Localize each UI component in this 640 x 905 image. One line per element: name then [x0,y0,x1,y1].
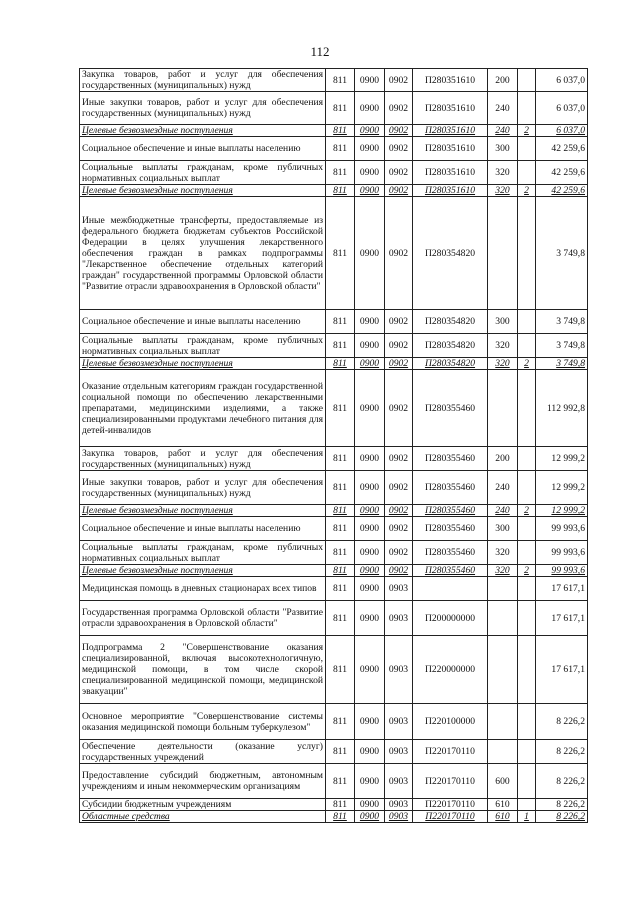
row-amount: 8 226,2 [536,811,588,823]
row-name: Целевые безвозмездные поступления [80,125,326,137]
row-name: Подпрограмма 2 "Совершенствование оказания специализированной, включая высокотехнологичную, медицинской помощи, в том числе скорой специализированной медицинской помощи, медицинской эвакуации" [80,636,326,704]
row-section-code: 0900 [355,764,385,799]
row-name: Областные средства [80,811,326,823]
row-section-code: 0900 [355,636,385,704]
row-expense-type: 320 [488,185,518,197]
row-name: Целевые безвозмездные поступления [80,358,326,370]
row-funding-source: 2 [518,565,536,577]
table-row [80,636,588,704]
table-row [80,137,588,161]
row-funding-source [518,447,536,471]
row-ministry-code: 811 [326,799,355,811]
row-section-code: 0900 [355,92,385,125]
row-section-code: 0900 [355,565,385,577]
row-subsection-code: 0903 [385,740,413,764]
row-funding-source: 2 [518,505,536,517]
row-section-code: 0900 [355,740,385,764]
row-subsection-code: 0902 [385,125,413,137]
row-expense-type: 320 [488,565,518,577]
row-subsection-code: 0902 [385,185,413,197]
row-subsection-code: 0902 [385,310,413,334]
row-subsection-code: 0902 [385,471,413,505]
row-ministry-code: 811 [326,370,355,447]
row-expense-type: 300 [488,137,518,161]
row-ministry-code: 811 [326,577,355,601]
row-target-article: П280355460 [413,565,488,577]
row-section-code: 0900 [355,185,385,197]
row-subsection-code: 0903 [385,704,413,740]
row-name: Закупка товаров, работ и услуг для обеспечения государственных (муниципальных) нужд [80,447,326,471]
table-row [80,517,588,541]
row-name: Государственная программа Орловской области "Развитие отрасли здравоохранения в Орловской области" [80,601,326,636]
row-amount: 3 749,8 [536,358,588,370]
row-target-article: П280355460 [413,471,488,505]
row-name: Социальные выплаты гражданам, кроме публичных нормативных социальных выплат [80,541,326,565]
row-funding-source [518,370,536,447]
table-row [80,69,588,92]
row-ministry-code: 811 [326,92,355,125]
row-expense-type: 200 [488,69,518,92]
row-target-article: П280354820 [413,310,488,334]
row-funding-source [518,161,536,185]
row-subsection-code: 0902 [385,505,413,517]
row-expense-type [488,577,518,601]
row-target-article: П280355460 [413,370,488,447]
table-row [80,799,588,811]
row-funding-source [518,764,536,799]
row-subsection-code: 0902 [385,161,413,185]
budget-table [79,68,588,823]
row-amount: 3 749,8 [536,310,588,334]
row-target-article: П280351610 [413,161,488,185]
row-amount: 17 617,1 [536,577,588,601]
row-section-code: 0900 [355,471,385,505]
row-amount: 12 999,2 [536,447,588,471]
row-name: Медицинская помощь в дневных стационарах всех типов [80,577,326,601]
row-name: Закупка товаров, работ и услуг для обеспечения государственных (муниципальных) нужд [80,69,326,92]
row-ministry-code: 811 [326,704,355,740]
row-ministry-code: 811 [326,447,355,471]
row-expense-type: 320 [488,358,518,370]
budget-table-body [80,69,588,823]
row-subsection-code: 0902 [385,197,413,310]
row-expense-type: 200 [488,447,518,471]
row-expense-type [488,370,518,447]
table-row [80,764,588,799]
row-subsection-code: 0903 [385,811,413,823]
row-subsection-code: 0903 [385,799,413,811]
table-row [80,704,588,740]
row-ministry-code: 811 [326,197,355,310]
row-subsection-code: 0902 [385,358,413,370]
row-name: Социальное обеспечение и иные выплаты населению [80,310,326,334]
row-name: Обеспечение деятельности (оказание услуг) государственных учреждений [80,740,326,764]
row-amount: 3 749,8 [536,197,588,310]
row-expense-type [488,740,518,764]
row-amount: 3 749,8 [536,334,588,358]
row-ministry-code: 811 [326,811,355,823]
row-section-code: 0900 [355,799,385,811]
row-expense-type [488,704,518,740]
table-row [80,92,588,125]
row-ministry-code: 811 [326,517,355,541]
row-subsection-code: 0902 [385,334,413,358]
row-amount: 42 259,6 [536,137,588,161]
row-subsection-code: 0902 [385,370,413,447]
table-row [80,185,588,197]
row-section-code: 0900 [355,447,385,471]
row-target-article: П280351610 [413,125,488,137]
row-target-article: П280355460 [413,517,488,541]
row-funding-source [518,517,536,541]
row-expense-type: 300 [488,310,518,334]
row-amount: 12 999,2 [536,471,588,505]
row-expense-type [488,197,518,310]
table-row [80,370,588,447]
table-row [80,471,588,505]
row-expense-type [488,636,518,704]
table-row [80,310,588,334]
row-subsection-code: 0903 [385,764,413,799]
row-ministry-code: 811 [326,358,355,370]
row-expense-type: 240 [488,92,518,125]
row-ministry-code: 811 [326,565,355,577]
row-ministry-code: 811 [326,740,355,764]
row-ministry-code: 811 [326,471,355,505]
row-subsection-code: 0902 [385,517,413,541]
row-ministry-code: 811 [326,137,355,161]
row-target-article [413,577,488,601]
row-name: Иные закупки товаров, работ и услуг для обеспечения государственных (муниципальных) нужд [80,92,326,125]
row-section-code: 0900 [355,517,385,541]
row-section-code: 0900 [355,197,385,310]
row-funding-source [518,636,536,704]
row-funding-source [518,577,536,601]
row-amount: 99 993,6 [536,541,588,565]
row-funding-source: 2 [518,358,536,370]
row-amount: 99 993,6 [536,517,588,541]
row-amount: 6 037,0 [536,69,588,92]
row-target-article: П280355460 [413,541,488,565]
row-section-code: 0900 [355,358,385,370]
row-section-code: 0900 [355,601,385,636]
row-name: Целевые безвозмездные поступления [80,565,326,577]
row-amount: 112 992,8 [536,370,588,447]
row-funding-source [518,471,536,505]
row-target-article: П220000000 [413,636,488,704]
row-section-code: 0900 [355,704,385,740]
row-amount: 8 226,2 [536,764,588,799]
row-name: Субсидии бюджетным учреждениям [80,799,326,811]
row-amount: 42 259,6 [536,185,588,197]
row-amount: 99 993,6 [536,565,588,577]
table-row [80,565,588,577]
row-name: Оказание отдельным категориям граждан государственной социальной помощи по обеспечению лекарственными препаратами, медицинскими изделиями, а также специализированными продуктами лечебного питания для детей-инвалидов [80,370,326,447]
row-funding-source [518,197,536,310]
row-funding-source [518,799,536,811]
table-row [80,811,588,823]
row-funding-source [518,310,536,334]
row-ministry-code: 811 [326,334,355,358]
row-amount: 17 617,1 [536,601,588,636]
table-row [80,601,588,636]
row-funding-source [518,92,536,125]
row-section-code: 0900 [355,137,385,161]
row-expense-type: 320 [488,334,518,358]
table-row [80,358,588,370]
row-name: Социальное обеспечение и иные выплаты населению [80,517,326,541]
row-target-article: П280355460 [413,505,488,517]
row-section-code: 0900 [355,811,385,823]
row-target-article: П220100000 [413,704,488,740]
row-amount: 8 226,2 [536,740,588,764]
row-section-code: 0900 [355,161,385,185]
row-target-article: П280351610 [413,69,488,92]
row-name: Иные межбюджетные трансферты, предоставляемые из федерального бюджета бюджетам субъектов Российской Федерации в целях улучшения лекарственного обеспечения граждан в рамках подпрограммы "Лекарственное обеспечение отдельных категорий граждан" государственной программы Орловской области "Развитие отрасли здравоохранения в Орловской области" [80,197,326,310]
row-subsection-code: 0902 [385,447,413,471]
row-ministry-code: 811 [326,601,355,636]
row-name: Предоставление субсидий бюджетным, автономным учреждениям и иным некоммерческим организациям [80,764,326,799]
row-name: Целевые безвозмездные поступления [80,185,326,197]
row-ministry-code: 811 [326,161,355,185]
row-subsection-code: 0902 [385,565,413,577]
row-funding-source [518,740,536,764]
table-row [80,577,588,601]
row-target-article: П280355460 [413,447,488,471]
row-amount: 8 226,2 [536,799,588,811]
table-row [80,740,588,764]
row-subsection-code: 0902 [385,92,413,125]
row-amount: 12 999,2 [536,505,588,517]
row-expense-type: 600 [488,764,518,799]
row-expense-type: 320 [488,541,518,565]
row-section-code: 0900 [355,334,385,358]
row-target-article: П280351610 [413,92,488,125]
row-funding-source [518,601,536,636]
row-section-code: 0900 [355,505,385,517]
row-name: Социальные выплаты гражданам, кроме публичных нормативных социальных выплат [80,161,326,185]
row-expense-type [488,601,518,636]
row-target-article: П220170110 [413,811,488,823]
row-funding-source [518,334,536,358]
table-row [80,125,588,137]
row-amount: 8 226,2 [536,704,588,740]
row-section-code: 0900 [355,541,385,565]
table-row [80,447,588,471]
row-section-code: 0900 [355,370,385,447]
row-expense-type: 320 [488,161,518,185]
row-name: Социальные выплаты гражданам, кроме публичных нормативных социальных выплат [80,334,326,358]
row-section-code: 0900 [355,69,385,92]
row-target-article: П280354820 [413,197,488,310]
table-row [80,541,588,565]
row-ministry-code: 811 [326,636,355,704]
row-expense-type: 610 [488,799,518,811]
row-subsection-code: 0903 [385,636,413,704]
row-target-article: П220170110 [413,764,488,799]
row-ministry-code: 811 [326,505,355,517]
row-funding-source [518,704,536,740]
row-funding-source [518,137,536,161]
row-ministry-code: 811 [326,541,355,565]
table-row [80,197,588,310]
row-target-article: П220170110 [413,799,488,811]
row-expense-type: 610 [488,811,518,823]
row-expense-type: 240 [488,471,518,505]
row-funding-source: 1 [518,811,536,823]
row-target-article: П200000000 [413,601,488,636]
page-number: 112 [310,44,330,59]
table-row [80,505,588,517]
row-section-code: 0900 [355,125,385,137]
row-target-article: П280354820 [413,358,488,370]
row-ministry-code: 811 [326,125,355,137]
row-subsection-code: 0902 [385,69,413,92]
row-target-article: П280354820 [413,334,488,358]
table-row [80,334,588,358]
row-target-article: П280351610 [413,137,488,161]
row-amount: 42 259,6 [536,161,588,185]
row-funding-source: 2 [518,125,536,137]
row-section-code: 0900 [355,577,385,601]
row-target-article: П220170110 [413,740,488,764]
row-amount: 6 037,0 [536,92,588,125]
row-expense-type: 240 [488,505,518,517]
row-funding-source: 2 [518,185,536,197]
row-ministry-code: 811 [326,764,355,799]
row-subsection-code: 0902 [385,137,413,161]
row-funding-source [518,69,536,92]
row-name: Целевые безвозмездные поступления [80,505,326,517]
row-amount: 17 617,1 [536,636,588,704]
row-target-article: П280351610 [413,185,488,197]
row-subsection-code: 0903 [385,577,413,601]
table-row [80,161,588,185]
row-subsection-code: 0903 [385,601,413,636]
row-expense-type: 240 [488,125,518,137]
row-name: Основное мероприятие "Совершенствование системы оказания медицинской помощи больным туберкулезом" [80,704,326,740]
row-ministry-code: 811 [326,69,355,92]
row-amount: 6 037,0 [536,125,588,137]
row-name: Социальное обеспечение и иные выплаты населению [80,137,326,161]
row-name: Иные закупки товаров, работ и услуг для обеспечения государственных (муниципальных) нужд [80,471,326,505]
row-section-code: 0900 [355,310,385,334]
row-subsection-code: 0902 [385,541,413,565]
row-ministry-code: 811 [326,310,355,334]
row-ministry-code: 811 [326,185,355,197]
row-expense-type: 300 [488,517,518,541]
row-funding-source [518,541,536,565]
